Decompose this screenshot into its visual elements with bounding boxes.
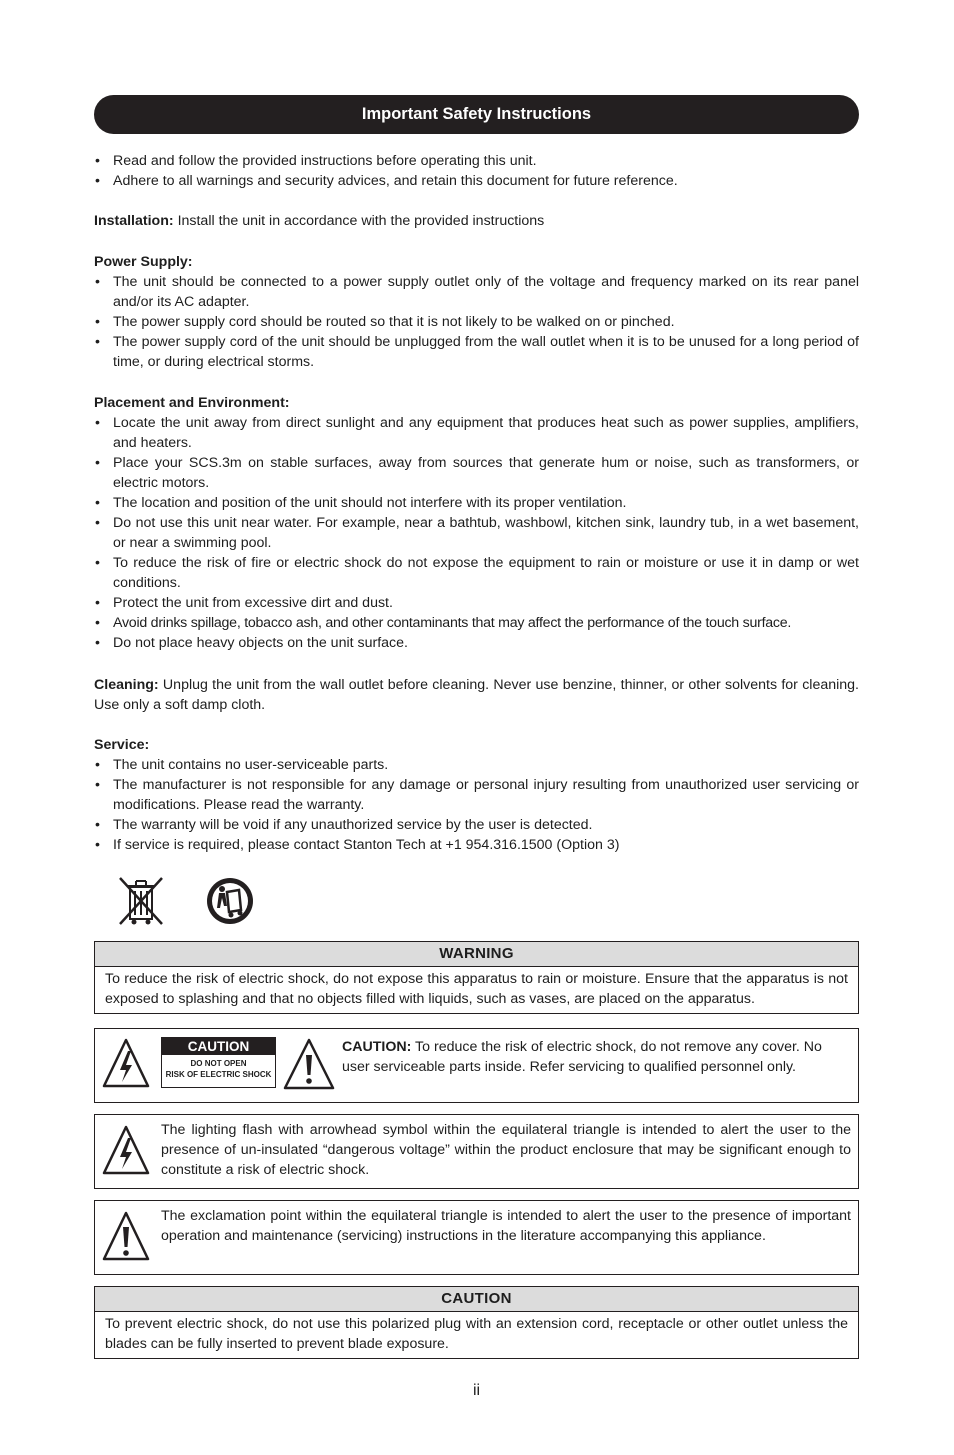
cleaning-paragraph (94, 675, 859, 715)
cleaning-label: Cleaning: (94, 677, 159, 693)
power-supply-list (94, 272, 859, 372)
caution-text: To prevent electric shock, do not use this polarized plug with an extension cord, receptacle or other outlet unless the blades can be fully inserted to prevent blade exposure. (105, 1316, 848, 1352)
caution-box (94, 1286, 859, 1359)
exclamation-explanation-text: The exclamation point within the equilateral triangle is intended to alert the user to the presence of important operation and maintenance (servicing) instructions in the literature accompanying this appliance. (161, 1208, 851, 1244)
intro-list (94, 151, 859, 191)
exclamation-triangle-icon (283, 1037, 335, 1091)
list-item: • Do not place heavy objects on the unit surface. (94, 633, 859, 653)
installation-label: Installation: (94, 213, 174, 229)
page-number: ii (472, 1382, 481, 1399)
service-section (94, 735, 859, 855)
service-list (94, 755, 859, 855)
list-item: • Place your SCS.3m on stable surfaces, away from sources that generate hum or noise, such as transformers, or electric motors. (94, 453, 859, 493)
cart-tipover-warning-icon (205, 876, 255, 926)
intro-list-section (94, 151, 859, 191)
warning-title: WARNING (95, 942, 858, 967)
caution-label (161, 1037, 276, 1088)
list-item: • Protect the unit from excessive dirt and dust. (94, 593, 859, 613)
power-supply-section (94, 252, 859, 372)
caution-symbol-text (342, 1037, 852, 1077)
caution-label-title: CAUTION (162, 1038, 275, 1055)
placement-list (94, 413, 859, 653)
caution-symbol-body: To reduce the risk of electric shock, do not remove any cover. No user serviceable parts inside. Refer servicing to qualified personnel only. (342, 1039, 822, 1075)
cleaning-section (94, 675, 859, 715)
exclamation-triangle-icon (102, 1210, 150, 1262)
list-item: • The unit contains no user-serviceable parts. (94, 755, 859, 775)
service-heading: Service: (94, 737, 150, 753)
caution-label-line1: DO NOT OPEN (190, 1059, 247, 1068)
list-item: • Read and follow the provided instructions before operating this unit. (94, 151, 859, 171)
caution-label-line2: RISK OF ELECTRIC SHOCK (165, 1070, 272, 1079)
compliance-icons (94, 873, 294, 929)
installation-section (94, 211, 859, 231)
list-item: • The location and position of the unit should not interfere with its proper ventilation. (94, 493, 859, 513)
caution-symbol-bold: CAUTION: (342, 1039, 412, 1055)
placement-section (94, 393, 859, 653)
lightning-explanation-box (94, 1114, 859, 1189)
placement-heading: Placement and Environment: (94, 395, 290, 411)
list-item: • The power supply cord should be routed so that it is not likely to be walked on or pinched. (94, 312, 859, 332)
installation-text: Install the unit in accordance with the provided instructions (173, 213, 545, 229)
list-item: • Locate the unit away from direct sunlight and any equipment that produces heat such as power supplies, amplifiers, and heaters. (94, 413, 859, 453)
list-item: • The warranty will be void if any unauthorized service by the user is detected. (94, 815, 859, 835)
list-item: • The power supply cord of the unit should be unplugged from the wall outlet when it is to be unused for a long period of time, or during electrical storms. (94, 332, 859, 372)
lightning-explanation-text: The lighting flash with arrowhead symbol within the equilateral triangle is intended to alert the user to the presence of un-insulated “dangerous voltage” within the product enclosure that may be significant enough to constitute a risk of electric shock. (161, 1122, 851, 1178)
lightning-triangle-icon (102, 1037, 150, 1089)
list-item: • To reduce the risk of fire or electric shock do not expose the equipment to rain or moisture or use it in damp or wet conditions. (94, 553, 859, 593)
power-supply-heading: Power Supply: (94, 254, 193, 270)
list-item: • Adhere to all warnings and security advices, and retain this document for future reference. (94, 171, 859, 191)
installation-paragraph (94, 211, 859, 231)
cleaning-text: Unplug the unit from the wall outlet before cleaning. Never use benzine, thinner, or other solvents for cleaning. Use only a soft damp cloth. (94, 677, 859, 713)
list-item: • Avoid drinks spillage, tobacco ash, and other contaminants that may affect the performance of the touch surface. (94, 613, 859, 633)
list-item: • The manufacturer is not responsible for any damage or personal injury resulting from unauthorized user servicing or modifications. Please read the warranty. (94, 775, 859, 815)
list-item: • Do not use this unit near water. For example, near a bathtub, washbowl, kitchen sink, laundry tub, in a wet basement, or near a swimming pool. (94, 513, 859, 553)
lightning-triangle-icon (102, 1124, 150, 1176)
list-item: • The unit should be connected to a power supply outlet only of the voltage and frequency marked on its rear panel and/or its AC adapter. (94, 272, 859, 312)
exclamation-explanation-box (94, 1200, 859, 1275)
warning-text: To reduce the risk of electric shock, do not expose this apparatus to rain or moisture. Ensure that the apparatus is not exposed to splashing and that no objects filled with liquids, such as vases, are placed on the apparatus. (105, 971, 848, 1007)
list-item: • If service is required, please contact Stanton Tech at +1 954.316.1500 (Option 3) (94, 835, 859, 855)
warning-box (94, 941, 859, 1014)
caution-symbol-box (94, 1028, 859, 1103)
page-title: Important Safety Instructions (94, 95, 859, 134)
weee-crossed-bin-icon (116, 875, 166, 927)
caution-title: CAUTION (95, 1287, 858, 1312)
